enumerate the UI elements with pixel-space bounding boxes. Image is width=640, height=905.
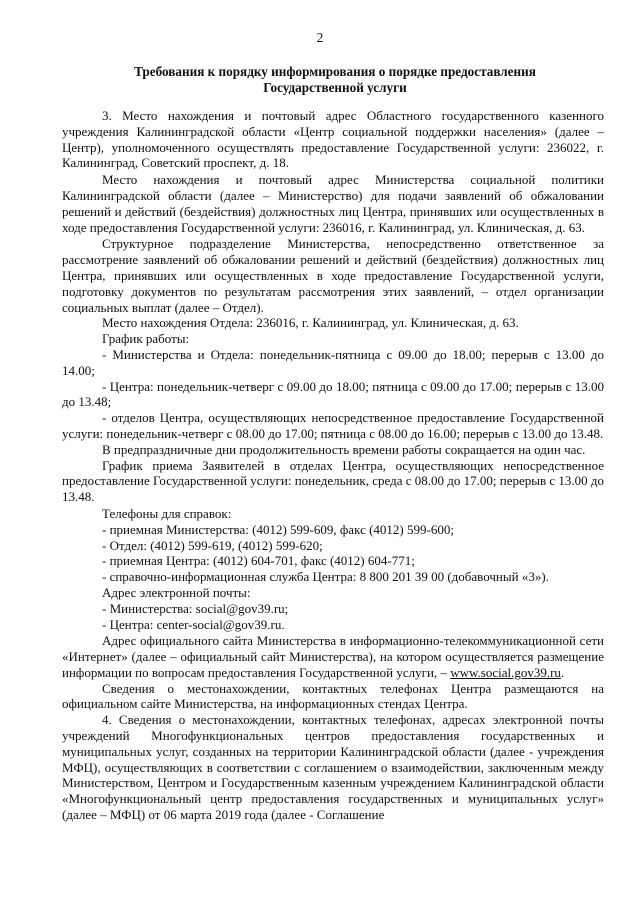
paragraph-phone-department: - Отдел: (4012) 599-619, (4012) 599-620; (102, 537, 323, 553)
paragraph-preholiday: В предпраздничные дни продолжительность времени работы сокращается на один час. (102, 441, 586, 457)
document-body (62, 108, 604, 823)
website-text: Адрес официального сайта Министерства в информационно-телекоммуникационной сети «Интернет» (далее – официальный сайт Министерства), на котором осуществляется размещение информации по вопросам предоставления Государственной услуги, – (62, 633, 604, 680)
paragraph-mfc-info: 4. Сведения о местонахождении, контактных телефонах, адресах электронной почты учреждений Многофункциональных центров предоставления государственных и муниципальных услуг, созданных на территории Калининградской области (далее - учреждения МФЦ), осуществляющих в соответствии с соглашением о взаимодействии, заключенным между Министерством, Центром и Государственным казенным учреждением Калининградской области «Многофункциональный центр предоставления государственных и муниципальных услуг» (далее – МФЦ) от 06 марта 2019 года (далее - Соглашение (62, 712, 604, 823)
paragraph-email-ministry: - Министерства: social@gov39.ru; (102, 600, 289, 616)
paragraph-structural-unit: Структурное подразделение Министерства, непосредственно ответственное за рассмотрение заявлений об обжаловании решений и действий (бездействия) должностных лиц Центра, принявших или осуществленных в ходе предоставление Государственной услуги, подготовку документов по результатам рассмотрения этих заявлений, – отдел организации социальных выплат (далее – Отдел). (62, 236, 604, 315)
paragraph-email-heading: Адрес электронной почты: (102, 584, 251, 600)
paragraph-schedule-center: - Центра: понедельник-четверг с 09.00 до 18.00; пятница с 09.00 до 17.00; перерыв с 13.00 до 13.48; (62, 378, 604, 410)
paragraph-phone-center: - приемная Центра: (4012) 604-701, факс (4012) 604-771; (102, 553, 415, 569)
page-number: 2 (316, 30, 324, 45)
section-title-line-1: Требования к порядку информирования о порядке предоставления (134, 64, 536, 79)
paragraph-center-address: 3. Место нахождения и почтовый адрес Областного государственного казенного учреждения Калининградской области «Центр социальной поддержки населения» (далее – Центр), уполномоченного осуществлять предоставление Государственной услуги: 236022, г. Калининград, Советский проспект, д. 18. (62, 108, 604, 171)
website-link[interactable]: www.social.gov39.ru (450, 664, 561, 680)
website-link-suffix: . (560, 664, 565, 680)
paragraph-center-info: Сведения о местонахождении, контактных телефонах Центра размещаются на официальном сайте Министерства, на информационных стендах Центра. (62, 680, 604, 712)
paragraph-email-center: - Центра: center-social@gov39.ru. (102, 616, 285, 632)
paragraph-schedule-ministry: - Министерства и Отдела: понедельник-пятница с 09.00 до 18.00; перерыв с 13.00 до 14.00; (62, 346, 604, 378)
paragraph-schedule-departments: - отделов Центра, осуществляющих непосредственное предоставление Государственной услуги: понедельник-четверг с 08.00 до 17.00; пятница с 08.00 до 16.00; перерыв с 13.00 до 13.48. (62, 410, 604, 441)
paragraph-website (62, 633, 604, 680)
paragraph-reception-schedule: График приема Заявителей в отделах Центра, осуществляющих непосредственное предоставление Государственной услуги: понедельник, среда с 08.00 до 17.00; перерыв с 13.00 до 13.48. (62, 457, 605, 505)
paragraph-schedule-heading: График работы: (102, 331, 190, 347)
paragraph-phones-heading: Телефоны для справок: (102, 505, 232, 521)
section-title-line-2: Государственной услуги (263, 80, 407, 95)
paragraph-phone-ministry: - приемная Министерства: (4012) 599-609, факс (4012) 599-600; (102, 521, 454, 537)
paragraph-phone-helpdesk: - справочно-информационная служба Центра: 8 800 201 39 00 (добавочный «3»). (102, 569, 549, 585)
section-title (95, 64, 575, 96)
paragraph-ministry-address: Место нахождения и почтовый адрес Министерства социальной политики Калининградской области (далее – Министерство) для подачи заявлений об обжаловании решений и действий (бездействия) должностных лиц Центра, принявших или осуществленных в ходе предоставления Государственной услуги: 236016, г. Калининград, ул. Клиническая, д. 63. (62, 172, 604, 235)
paragraph-department-location: Место нахождения Отдела: 236016, г. Калининград, ул. Клиническая, д. 63. (102, 315, 519, 331)
